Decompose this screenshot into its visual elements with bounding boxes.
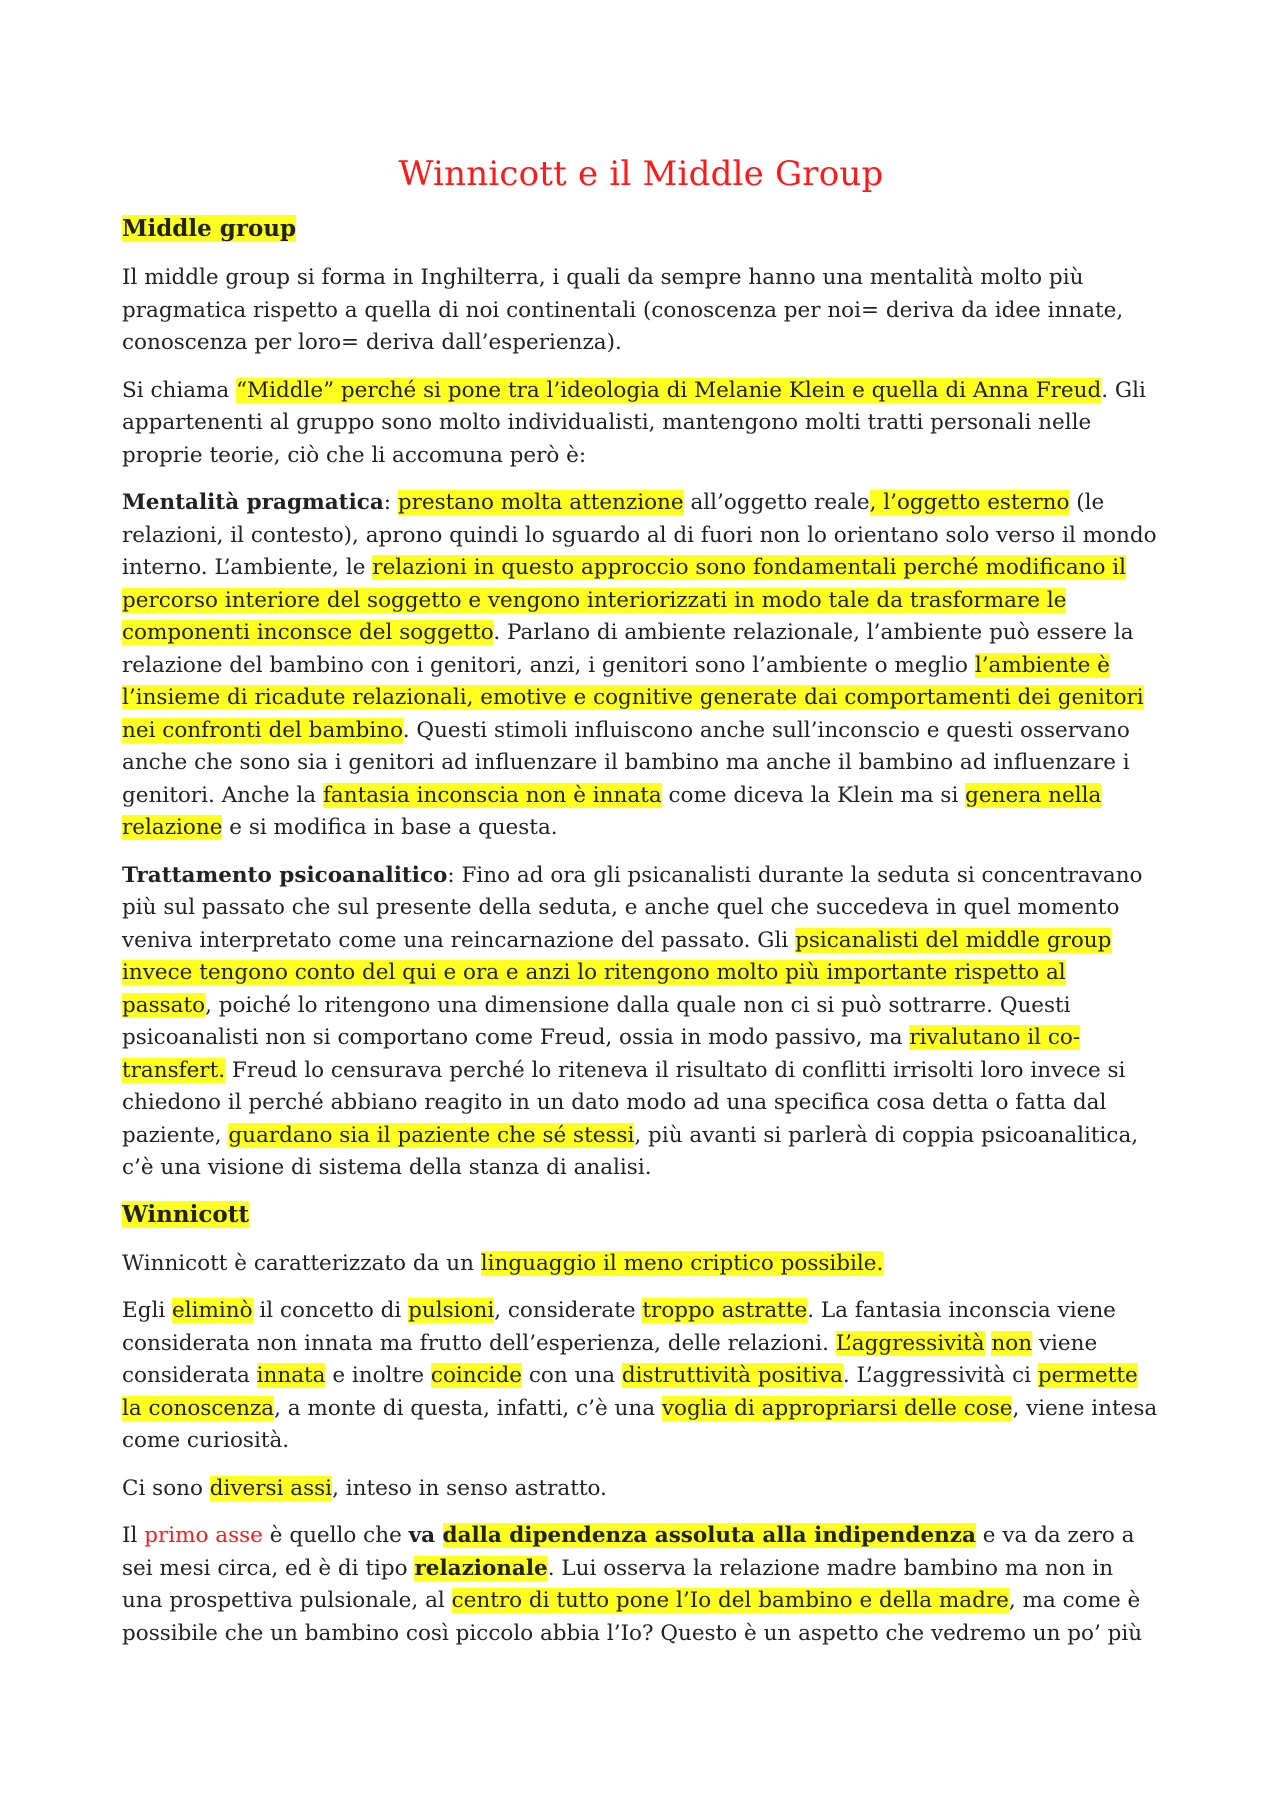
text-run: . Lui osserva la relazione madre bambino ma non in una prospettiva pulsionale, al [122, 1555, 1114, 1613]
text-run: Winnicott è caratterizzato da un [122, 1250, 481, 1276]
highlighted-text: distruttività positiva [621, 1363, 843, 1388]
highlighted-text: non [991, 1330, 1033, 1356]
highlighted-text: rivalutano il co-transfert. [122, 1025, 1081, 1083]
text-run: come diceva la Klein ma si [661, 782, 966, 808]
text-run: primo asse [144, 1523, 263, 1548]
text-run: , ma come è possibile che un bambino così piccolo abbia l’Io? Questo è un aspetto che vedremo un po’ più [122, 1588, 1143, 1646]
highlighted-text: dalla dipendenza assoluta alla indipendenza [442, 1523, 976, 1548]
text-run: . L’aggressività ci [842, 1363, 1038, 1388]
text-run: , poiché lo ritengono una dimensione dalla quale non ci si può sottrarre. Questi psicoanalisti non si comportano come Freud, ossia in modo passivo, ma [122, 992, 1071, 1050]
text-run: Il middle group si forma in Inghilterra, i quali da sempre hanno una mentalità molto più pragmatica rispetto a quella di noi continentali (conoscenza per noi= deriva da idee innate, conoscenza per loro= deriva dall’esperienza). [122, 265, 1124, 355]
highlighted-text: guardano sia il paziente che sé stessi [228, 1122, 635, 1148]
text-run: Egli [122, 1298, 173, 1323]
text-run: è quello che [262, 1523, 409, 1548]
highlighted-text: pulsioni [408, 1298, 495, 1323]
bold-text: Trattamento psicoanalitico [122, 862, 448, 888]
text-run: , considerate [494, 1298, 643, 1323]
text-run: . Parlano di ambiente relazionale, l’ambiente può essere la relazione del bambino con i genitori, anzi, i genitori sono l’ambiente o meglio [122, 620, 1134, 678]
text-run: : [383, 490, 398, 515]
highlighted-text: innata [256, 1363, 326, 1388]
text-run: , a monte di questa, infatti, c’è una [274, 1395, 662, 1421]
highlighted-text: L’aggressività [835, 1330, 985, 1356]
paragraph [122, 1295, 1160, 1458]
text-run: Il [122, 1523, 145, 1548]
highlighted-text: voglia di appropriarsi delle cose [661, 1395, 1013, 1421]
paragraph [122, 1473, 1160, 1506]
paragraph [122, 375, 1160, 473]
paragraph [122, 1520, 1160, 1650]
paragraph [122, 860, 1160, 1185]
document-title: Winnicott e il Middle Group [398, 154, 884, 194]
text-run: e inoltre [325, 1363, 431, 1388]
text-run: e va da zero a sei mesi circa, ed è di tipo [122, 1523, 1135, 1581]
text-run: Si chiama [122, 377, 237, 403]
text-run: il concetto di [252, 1298, 409, 1323]
highlighted-text: , l’oggetto esterno [869, 490, 1070, 515]
text-run: : Fino ad ora gli psicanalisti durante la seduta si concentravano più sul passato che sul presente della seduta, e anche quel che succedeva in quel momento veniva interpretato come una reincarnazione del passato. Gli [122, 862, 1143, 953]
highlighted-text: genera nella relazione [122, 782, 1102, 840]
highlighted-text: “Middle” perché si pone tra l’ideologia di Melanie Klein e quella di Anna Freud [236, 377, 1102, 403]
text-run: . Gli appartenenti al gruppo sono molto individualisti, mantengono molti tratti personali nelle proprie teorie, ciò che li accomuna però è: [122, 377, 1146, 468]
section-heading-text: Winnicott [122, 1200, 249, 1228]
section-heading [122, 214, 1160, 244]
highlighted-text: l’ambiente è l’insieme di ricadute relazionali, emotive e cognitive generate dai comportamenti dei genitori nei confronti del bambino [122, 652, 1144, 743]
text-run: . La fantasia inconscia viene considerata non innata ma frutto dell’esperienza, delle relazioni. [122, 1298, 1116, 1356]
highlighted-text: centro di tutto pone l’Io del bambino e della madre [451, 1588, 1009, 1613]
text-run: , inteso in senso astratto. [332, 1475, 607, 1501]
paragraph [122, 487, 1160, 845]
text-run: (le relazioni, il contesto), aprono quindi lo sguardo al di fuori non lo orientano solo verso il mondo interno. L’ambiente, le [122, 490, 1157, 580]
highlighted-text: diversi assi [209, 1475, 333, 1501]
highlighted-text: troppo astratte [642, 1298, 808, 1323]
bold-text: va [408, 1523, 443, 1548]
text-run: Ci sono [122, 1475, 210, 1501]
document-body [122, 214, 1160, 1650]
bold-text: Mentalità pragmatica [122, 490, 384, 515]
highlighted-text: eliminò [172, 1298, 253, 1323]
text-run: viene considerata [122, 1330, 1098, 1388]
highlighted-text: relazionale [414, 1555, 548, 1581]
section-heading [122, 1200, 1160, 1230]
highlighted-text: permette la conoscenza [122, 1363, 1138, 1421]
section-heading-text: Middle group [122, 215, 297, 242]
text-run: Freud lo censurava perché lo riteneva il risultato di conflitti irrisolti loro invece si chiedono il perché abbiano reagito in un dato modo ad una specifica cosa detta o fatta dal paziente, [122, 1057, 1126, 1148]
paragraph [122, 1248, 1160, 1281]
highlighted-text: linguaggio il meno criptico possibile. [480, 1250, 884, 1276]
text-run: e si modifica in base a questa. [222, 815, 558, 840]
highlighted-text: psicanalisti del middle group invece tengono conto del qui e ora e anzi lo ritengono molto più importante rispetto al passato [122, 927, 1112, 1018]
text-run: con una [522, 1363, 622, 1388]
highlighted-text: coincide [430, 1363, 523, 1388]
highlighted-text: relazioni in questo approccio sono fondamentali perché modificano il percorso interiore del soggetto e vengono interiorizzati in modo tale da trasformare le componenti inconsce del soggetto [122, 555, 1127, 645]
paragraph [122, 262, 1160, 360]
text-run: . Questi stimoli influiscono anche sull’inconscio e questi osservano anche che sono sia i genitori ad influenzare il bambino ma anche il bambino ad influenzare i genitori. Anche la [122, 717, 1130, 808]
highlighted-text: fantasia inconscia non è innata [322, 782, 662, 808]
highlighted-text: prestano molta attenzione [397, 490, 684, 515]
text-run: , più avanti si parlerà di coppia psicoanalitica, c’è una visione di sistema della stanza di analisi. [122, 1122, 1139, 1180]
text-run: , viene intesa come curiosità. [122, 1395, 1158, 1453]
text-run: all’oggetto reale [683, 490, 870, 515]
